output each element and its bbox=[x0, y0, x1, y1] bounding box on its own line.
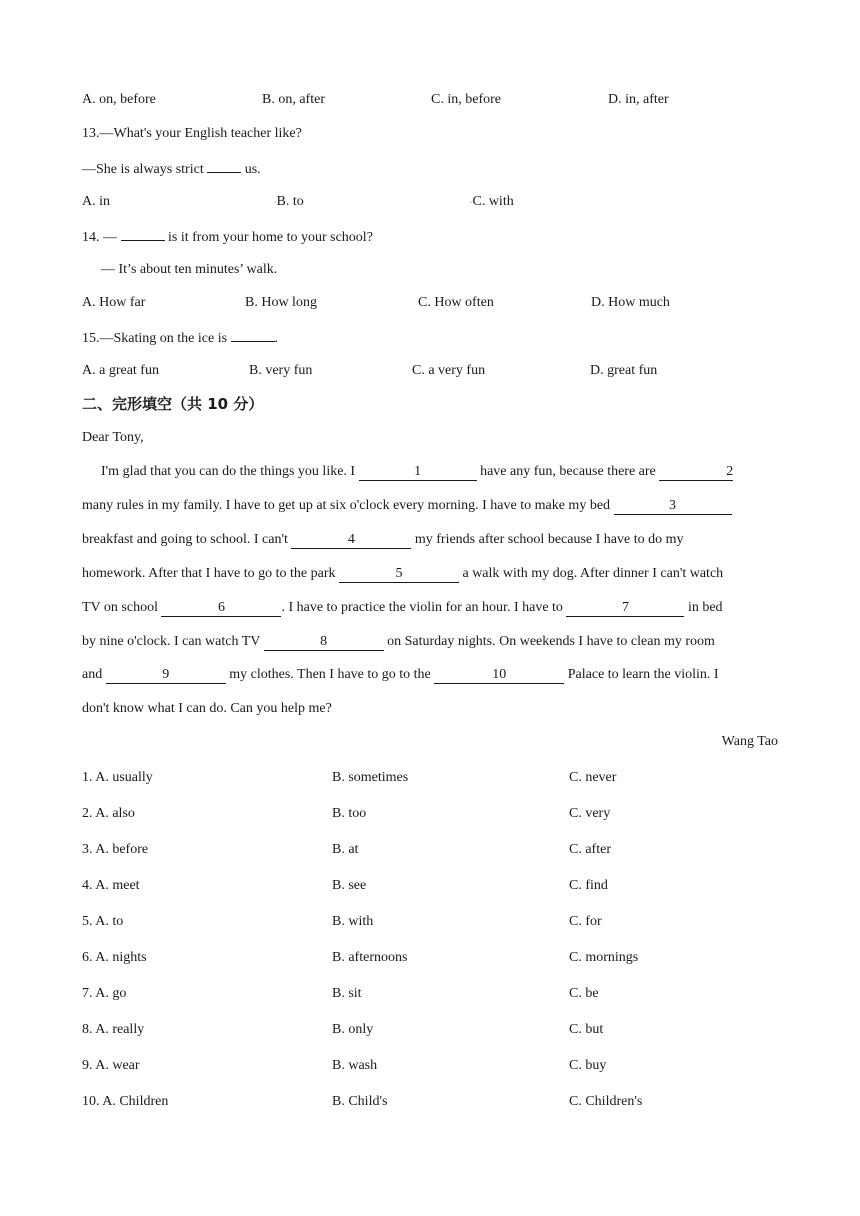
letter-text: have any fun, because there are bbox=[476, 464, 660, 479]
q14-option-a: A. How far bbox=[82, 295, 146, 310]
q13-option-c-label: C. with bbox=[472, 194, 514, 210]
letter-line-5 bbox=[82, 598, 723, 618]
q15-option-c: C. a very fun bbox=[412, 363, 486, 378]
choice-8-b: B. only bbox=[332, 1022, 374, 1037]
q13-question: 13.—What's your English teacher like? bbox=[82, 126, 302, 141]
section-heading: 二、完形填空（共 10 分） bbox=[82, 395, 264, 413]
choice-6-c: C. mornings bbox=[569, 950, 639, 965]
q13-answer bbox=[82, 158, 261, 180]
letter-line-1 bbox=[101, 462, 733, 482]
q13-option-b-label: B. to bbox=[276, 194, 304, 210]
letter-text: . I have to practice the violin for an hour. I have to bbox=[281, 600, 567, 615]
choice-4-a: 4. A. meet bbox=[82, 878, 140, 893]
q15-blank bbox=[231, 327, 275, 342]
choice-9-b: B. wash bbox=[332, 1058, 378, 1073]
blank-3: 3 bbox=[614, 498, 732, 515]
choice-5-b: B. with bbox=[332, 914, 374, 929]
blank-2: 2 bbox=[659, 464, 733, 481]
q14-option-b: B. How long bbox=[245, 295, 317, 310]
q15-question-post: . bbox=[274, 331, 279, 346]
q14-question-post: is it from your home to your school? bbox=[164, 230, 373, 245]
q14-question bbox=[82, 226, 373, 248]
q13-option-b bbox=[274, 192, 304, 212]
choice-9-c: C. buy bbox=[569, 1058, 607, 1073]
q14-blank bbox=[121, 226, 165, 241]
choice-10-a: 10. A. Children bbox=[82, 1094, 169, 1109]
letter-signature: Wang Tao bbox=[721, 734, 778, 749]
blank-8: 8 bbox=[264, 634, 384, 651]
letter-text: many rules in my family. I have to get up at six o'clock every morning. I have to make my bed bbox=[82, 498, 614, 513]
choice-3-c: C. after bbox=[569, 842, 611, 857]
q13-answer-post: us. bbox=[241, 162, 261, 177]
q12-option-d: D. in, after bbox=[608, 92, 669, 107]
choice-7-b: B. sit bbox=[332, 986, 362, 1001]
q12-option-c: C. in, before bbox=[431, 92, 501, 107]
choice-5-a: 5. A. to bbox=[82, 914, 124, 929]
blank-6: 6 bbox=[161, 600, 281, 617]
choice-4-b: B. see bbox=[332, 878, 367, 893]
letter-salutation: Dear Tony, bbox=[82, 430, 144, 445]
q15-question bbox=[82, 327, 278, 349]
blank-4: 4 bbox=[291, 532, 411, 549]
marker-dot-icon: ◦ bbox=[274, 198, 277, 206]
blank-5: 5 bbox=[339, 566, 459, 583]
letter-text: Palace to learn the violin. I bbox=[564, 667, 719, 682]
choice-8-c: C. but bbox=[569, 1022, 604, 1037]
choice-3-b: B. at bbox=[332, 842, 359, 857]
letter-text: homework. After that I have to go to the park bbox=[82, 566, 339, 581]
choice-9-a: 9. A. wear bbox=[82, 1058, 140, 1073]
choice-1-a: 1. A. usually bbox=[82, 770, 153, 785]
q14-question-pre: 14. — bbox=[82, 230, 121, 245]
letter-line-6 bbox=[82, 632, 715, 652]
q15-option-d: D. great fun bbox=[590, 363, 658, 378]
letter-text: by nine o'clock. I can watch TV bbox=[82, 634, 264, 649]
marker-dot-icon: ◦ bbox=[470, 198, 473, 206]
q12-option-a: A. on, before bbox=[82, 92, 156, 107]
letter-line-2 bbox=[82, 496, 732, 516]
blank-10: 10 bbox=[434, 667, 564, 684]
q13-answer-pre: —She is always strict bbox=[82, 162, 208, 177]
q13-option-c bbox=[470, 192, 514, 212]
letter-text: and bbox=[82, 667, 106, 682]
letter-text: I'm glad that you can do the things you like. I bbox=[101, 464, 359, 479]
letter-text: in bed bbox=[684, 600, 723, 615]
q14-answer: — It’s about ten minutes’ walk. bbox=[101, 262, 278, 277]
letter-text: my friends after school because I have to do my bbox=[411, 532, 684, 547]
choice-6-b: B. afternoons bbox=[332, 950, 408, 965]
q14-option-c: C. How often bbox=[418, 295, 494, 310]
choice-1-b: B. sometimes bbox=[332, 770, 409, 785]
letter-line-8: don't know what I can do. Can you help me? bbox=[82, 701, 332, 716]
choice-6-a: 6. A. nights bbox=[82, 950, 147, 965]
q15-question-pre: 15.—Skating on the ice is bbox=[82, 331, 231, 346]
choice-8-a: 8. A. really bbox=[82, 1022, 145, 1037]
q13-blank bbox=[207, 158, 241, 173]
letter-text: TV on school bbox=[82, 600, 162, 615]
choice-1-c: C. never bbox=[569, 770, 617, 785]
choice-4-c: C. find bbox=[569, 878, 608, 893]
blank-7: 7 bbox=[566, 600, 684, 617]
letter-line-7 bbox=[82, 665, 719, 685]
choice-10-c: C. Children's bbox=[569, 1094, 643, 1109]
letter-text: a walk with my dog. After dinner I can't watch bbox=[458, 566, 724, 581]
letter-line-4 bbox=[82, 564, 723, 584]
choice-3-a: 3. A. before bbox=[82, 842, 149, 857]
blank-1: 1 bbox=[359, 464, 477, 481]
letter-line-3 bbox=[82, 530, 684, 550]
q14-option-d: D. How much bbox=[591, 295, 670, 310]
choice-2-b: B. too bbox=[332, 806, 367, 821]
choice-10-b: B. Child's bbox=[332, 1094, 388, 1109]
choice-7-c: C. be bbox=[569, 986, 599, 1001]
q15-option-a: A. a great fun bbox=[82, 363, 159, 378]
q15-option-b: B. very fun bbox=[249, 363, 313, 378]
blank-9: 9 bbox=[106, 667, 226, 684]
q13-option-a: A. in bbox=[82, 194, 110, 209]
choice-2-c: C. very bbox=[569, 806, 611, 821]
letter-text: on Saturday nights. On weekends I have to clean my room bbox=[383, 634, 715, 649]
choice-2-a: 2. A. also bbox=[82, 806, 135, 821]
letter-text: breakfast and going to school. I can't bbox=[82, 532, 292, 547]
q12-option-b: B. on, after bbox=[262, 92, 325, 107]
choice-7-a: 7. A. go bbox=[82, 986, 127, 1001]
letter-text: my clothes. Then I have to go to the bbox=[225, 667, 435, 682]
choice-5-c: C. for bbox=[569, 914, 602, 929]
